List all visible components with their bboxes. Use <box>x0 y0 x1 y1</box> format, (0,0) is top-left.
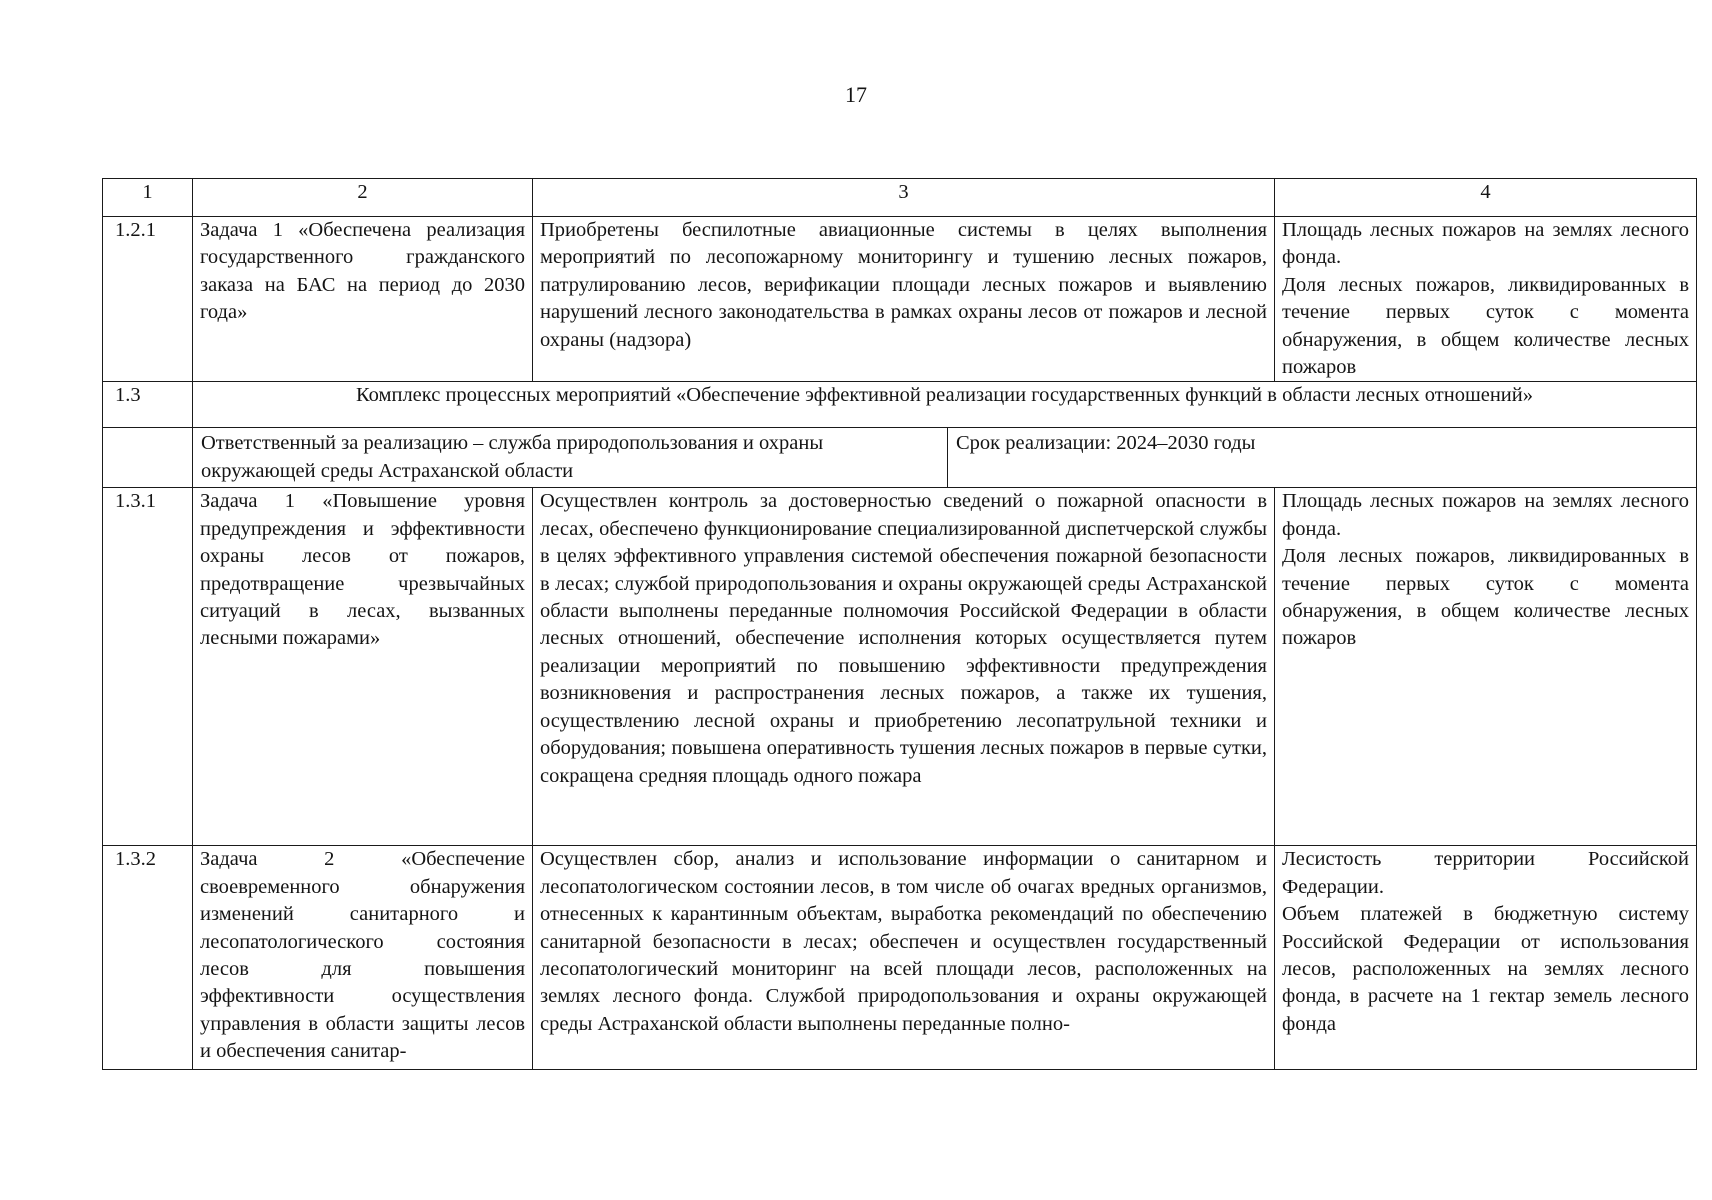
indicator-text: Площадь лесных пожаров на землях лесного фонда. <box>1282 219 1689 269</box>
table-row <box>103 846 1697 1070</box>
row-number: 1.3.1 <box>103 488 193 846</box>
result-cell: Осуществлен сбор, анализ и использование информации о санитарном и лесопатологическом состоянии лесов, в том числе об очагах вредных организмов, отнесенных к карантинным объектам, выработка рекомендаций по обеспечению санитарной безопасности в лесах; обеспечен и осуществлен государственный лесопатологический мониторинг на всей площади лесов, расположенных на землях лесного фонда. Службой природопользования и охраны окружающей среды Астраханской области выполнены переданные полно- <box>533 846 1275 1070</box>
section-title: Комплекс процессных мероприятий «Обеспечение эффективной реализации государственных функций в области лесных отношений» <box>193 382 1697 428</box>
indicator-text: Доля лесных пожаров, ликвидированных в течение первых суток с момента обнаружения, в общем количестве лесных пожаров <box>1282 545 1689 650</box>
column-header-2: 2 <box>193 179 533 217</box>
section-row <box>103 382 1697 428</box>
column-header-1: 1 <box>103 179 193 217</box>
responsible-text: Ответственный за реализацию – служба природопользования и охраны окружающей среды Астраханской области <box>193 428 948 487</box>
indicators-cell <box>1275 217 1697 382</box>
indicators-cell <box>1275 488 1697 846</box>
column-header-3: 3 <box>533 179 1275 217</box>
task-cell: Задача 1 «Обеспечена реализация государственного гражданского заказа на БАС на период до 2030 года» <box>193 217 533 382</box>
page-number: 17 <box>845 82 867 107</box>
indicator-text: Доля лесных пожаров, ликвидированных в течение первых суток с момента обнаружения, в общем количестве лесных пожаров <box>1282 273 1689 379</box>
table-row <box>103 217 1697 382</box>
indicator-text: Лесистость территории Российской Федерации. <box>1282 848 1689 898</box>
indicators-cell <box>1275 846 1697 1070</box>
table-row <box>103 488 1697 846</box>
result-cell: Приобретены беспилотные авиационные системы в целях выполнения мероприятий по лесопожарному мониторингу и тушению лесных пожаров, патрулированию лесов, верификации площади лесных пожаров и выявлению нарушений лесного законодательства в рамках охраны лесов от пожаров и лесной охраны (надзора) <box>533 217 1275 382</box>
indicator-text: Площадь лесных пожаров на землях лесного фонда. <box>1282 490 1689 540</box>
column-header-4: 4 <box>1275 179 1697 217</box>
task-cell: Задача 1 «Повышение уровня предупреждения и эффективности охраны лесов от пожаров, предотвращение чрезвычайных ситуаций в лесах, вызванных лесными пожарами» <box>193 488 533 846</box>
responsibility-row <box>103 428 1697 488</box>
row-number: 1.2.1 <box>103 217 193 382</box>
header-row <box>103 179 1697 217</box>
indicator-text: Объем платежей в бюджетную систему Российской Федерации от использования лесов, расположенных на землях лесного фонда, в расчете на 1 гектар земель лесного фонда <box>1282 903 1689 1035</box>
row-number: 1.3.2 <box>103 846 193 1070</box>
responsibility-cell <box>193 428 1697 488</box>
empty-cell <box>103 428 193 488</box>
task-cell: Задача 2 «Обеспечение своевременного обнаружения изменений санитарного и лесопатологического состояния лесов для повышения эффективности осуществления управления в области защиты лесов и обеспечения санитар- <box>193 846 533 1070</box>
term-text: Срок реализации: 2024–2030 годы <box>956 432 1256 455</box>
row-number: 1.3 <box>103 382 193 428</box>
result-cell: Осуществлен контроль за достоверностью сведений о пожарной опасности в лесах, обеспечено функционирование специализированной диспетчерской службы в целях эффективного управления системой обеспечения пожарной безопасности в лесах; службой природопользования и охраны окружающей среды Астраханской области выполнены переданные полномочия Российской Федерации в области лесных отношений, обеспечение исполнения которых осуществляется путем реализации мероприятий по повышению эффективности предупреждения возникновения и распространения лесных пожаров, а также их тушения, осуществлению лесной охраны и приобретению лесопатрульной техники и оборудования; повышена оперативность тушения лесных пожаров в первые сутки, сокращена средняя площадь одного пожара <box>533 488 1275 846</box>
program-table <box>102 178 1697 1070</box>
